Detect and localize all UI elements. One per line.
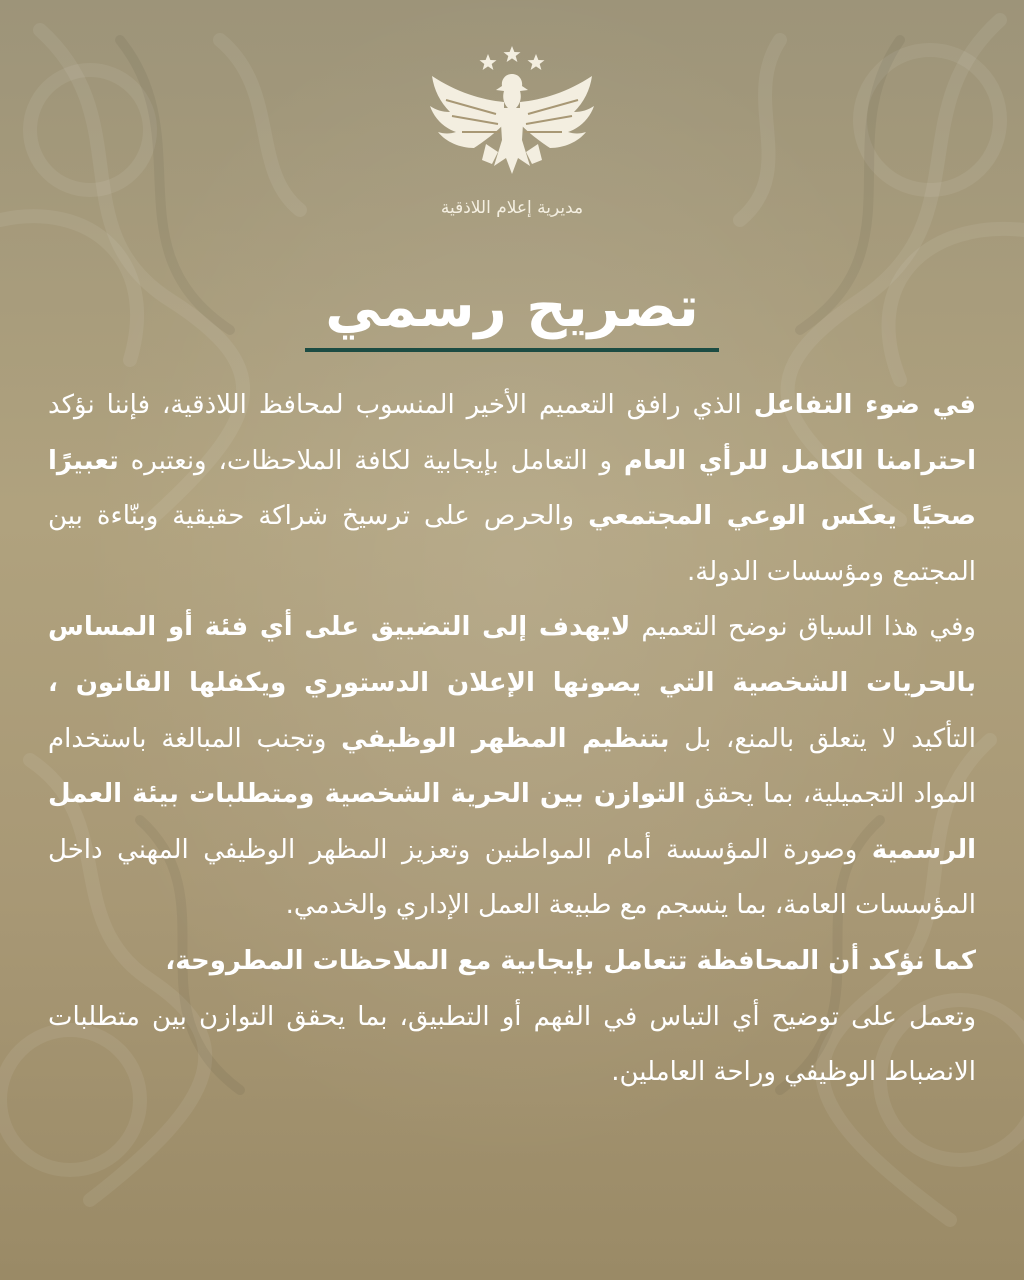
eagle-emblem-icon (412, 40, 612, 180)
text-run: والحرص على ترسيخ شراكة حقيقية وبنّاءة بين المجتمع ومؤسسات الدولة. (48, 501, 976, 587)
text-run: التأكيد لا يتعلق بالمنع، بل (669, 723, 976, 754)
bold-phrase: بتنظيم المظهر الوظيفي (341, 723, 670, 754)
text-run: وتجنب المبالغة باستخدام المواد التجميلية، بما يحقق (48, 723, 976, 810)
text-run: وصورة المؤسسة أمام المواطنين وتعزيز المظهر الوظيفي المهني داخل المؤسسات العامة، بما ينسجم مع طبيعة العمل الإداري والخدمي. (48, 834, 976, 921)
text-run: وتعمل على توضيح أي التباس في الفهم أو التطبيق، بما يحقق التوازن بين متطلبات الانضباط الوظيفي وراحة العاملين. (48, 1001, 976, 1088)
bold-phrase: لايهدف إلى التضييق على أي فئة أو المساس بالحريات الشخصية التي يصونها الإعلان الدستوري ويكفلها القانون ، (48, 612, 976, 698)
text-run: الذي رافق التعميم الأخير المنسوب لمحافظ اللاذقية، فإننا نؤكد (48, 390, 754, 420)
organization-name: مديرية إعلام اللاذقية (440, 198, 584, 218)
star-icon (504, 46, 521, 62)
bold-phrase: تعبيرًا صحيًا يعكس الوعي المجتمعي (48, 445, 976, 532)
bold-phrase: كما نؤكد أن المحافظة تتعامل بإيجابية مع الملاحظات المطروحة، (165, 945, 976, 976)
paragraph-1 (48, 378, 976, 600)
star-icon (480, 54, 497, 70)
bold-phrase: في ضوء التفاعل (753, 390, 977, 420)
statement-body (48, 378, 976, 1101)
text-run: و التعامل بإيجابية لكافة الملاحظات، ونعتبره (118, 445, 624, 476)
bold-phrase: احترامنا الكامل للرأي العام (623, 445, 976, 476)
title-block (0, 272, 1024, 352)
title-underline (305, 348, 719, 352)
star-icon (528, 54, 545, 70)
text-run: وفي هذا السياق نوضح التعميم (630, 612, 976, 643)
page-title: تصريح رسمي (325, 275, 699, 340)
paragraph-3 (48, 934, 976, 1101)
paragraph-2 (48, 600, 976, 934)
header (0, 40, 1024, 240)
bold-phrase: التوازن بين الحرية الشخصية ومتطلبات بيئة العمل الرسمية (48, 779, 976, 865)
